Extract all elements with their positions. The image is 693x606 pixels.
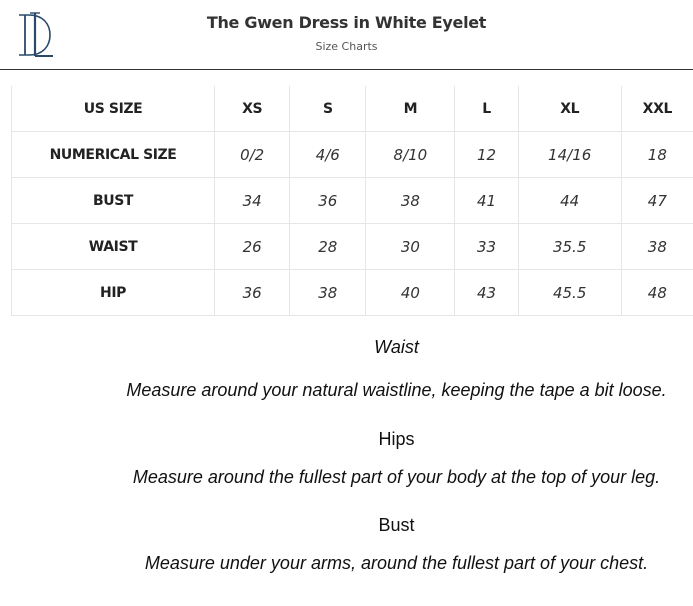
table-row [12,178,693,224]
table-cell: 38 [366,178,455,224]
size-table [11,86,693,316]
table-cell: 48 [621,270,693,316]
size-header-cell: M [366,86,455,132]
table-cell: 0/2 [215,132,290,178]
table-cell: 40 [366,270,455,316]
table-cell: 38 [290,270,366,316]
waist-heading: Waist [374,337,419,357]
row-label: BUST [12,178,215,224]
table-cell: 36 [215,270,290,316]
size-header-cell: L [455,86,518,132]
header [0,0,693,70]
table-cell: 18 [621,132,693,178]
bust-instruction: Measure under your arms, around the fullest part of your chest. [144,553,649,573]
hips-heading: Hips [378,429,415,449]
table-cell: 33 [455,224,518,270]
row-label: WAIST [12,224,215,270]
table-cell: 43 [455,270,518,316]
table-cell: 38 [621,224,693,270]
page-subtitle: Size Charts [315,40,378,53]
table-cell: 34 [215,178,290,224]
table-cell: 35.5 [518,224,621,270]
hips-instruction: Measure around the fullest part of your body at the top of your leg. [132,467,661,487]
table-cell: 47 [621,178,693,224]
size-header-cell: XS [215,86,290,132]
table-row [12,270,693,316]
table-row [12,224,693,270]
table-cell: 45.5 [518,270,621,316]
size-header-cell: XXL [621,86,693,132]
table-cell: 26 [215,224,290,270]
table-cell: 14/16 [518,132,621,178]
page-title: The Gwen Dress in White Eyelet [206,13,487,32]
row-label: HIP [12,270,215,316]
table-cell: 4/6 [290,132,366,178]
size-header-cell: XL [518,86,621,132]
table-cell: 44 [518,178,621,224]
row-label: NUMERICAL SIZE [12,132,215,178]
table-cell: 30 [366,224,455,270]
table-cell: 8/10 [366,132,455,178]
table-row [12,132,693,178]
row-label: US SIZE [12,86,215,132]
table-row [12,86,693,132]
table-cell: 12 [455,132,518,178]
waist-instruction: Measure around your natural waistline, keeping the tape a bit loose. [126,380,667,400]
table-cell: 28 [290,224,366,270]
bust-heading: Bust [378,515,415,535]
table-cell: 41 [455,178,518,224]
table-cell: 36 [290,178,366,224]
size-header-cell: S [290,86,366,132]
